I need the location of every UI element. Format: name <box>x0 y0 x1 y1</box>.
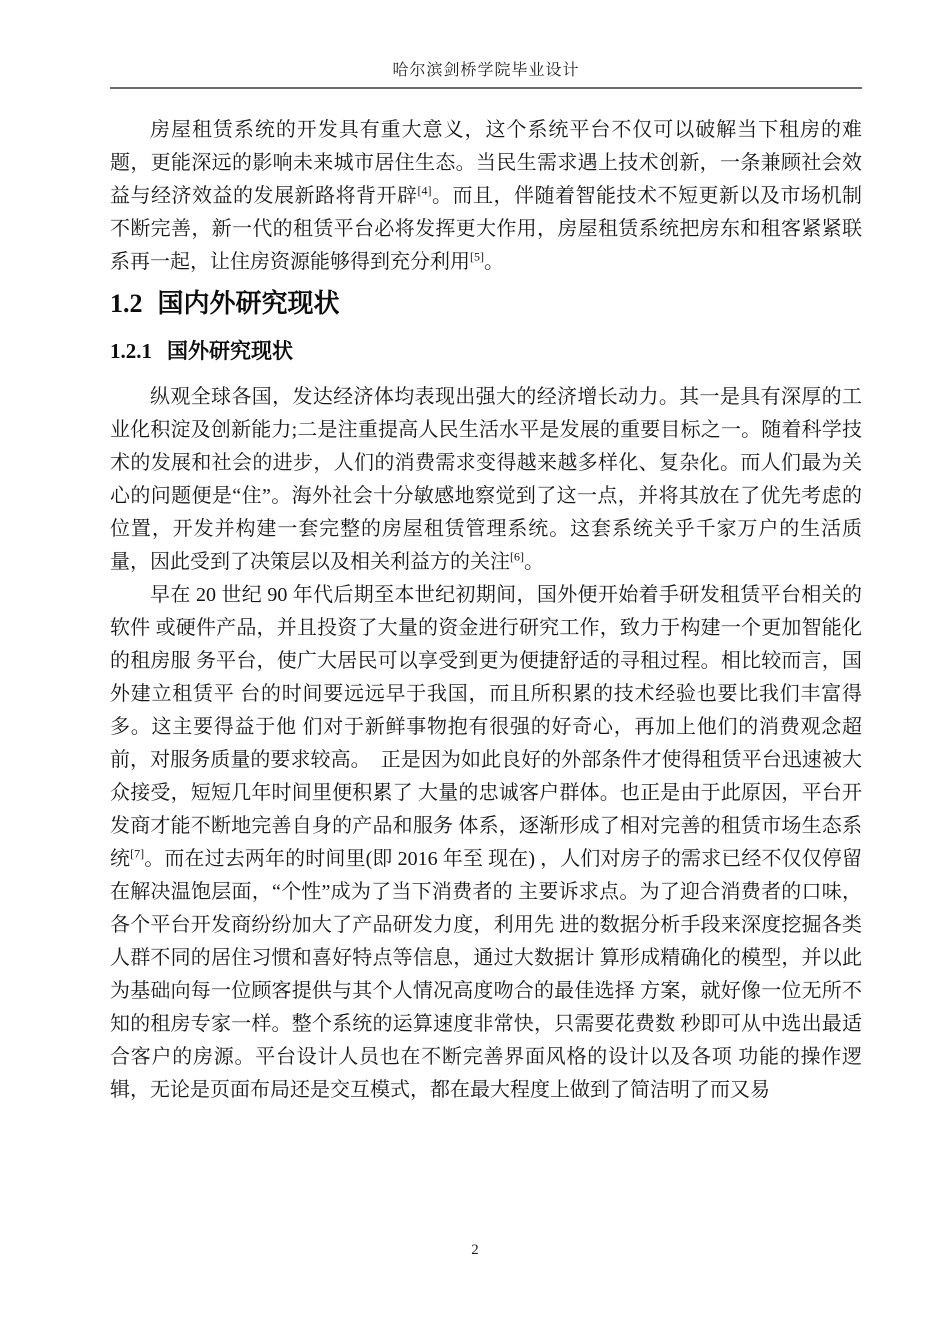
paragraph-3-text-a: 早在 20 世纪 90 年代后期至本世纪初期间，国外便开始着手研发租赁平台相关的软件 或硬件产品，并且投资了大量的资金进行研究工作，致力于构建一个更加智能化的租房服 务平台，使广大居民可以享受到更为便捷舒适的寻租过程。相比较而言，国外建立租赁平 台的时间要远远早于我国，而且所积累的技术经验也要比我们丰富得多。这主要得益于他 们对于新鲜事物抱有很强的好奇心，再加上他们的消费观念超前，对服务质量的要求较高。 正是因为如此良好的外部条件才使得租赁平台迅速被大众接受，短短几年时间里便积累了 大量的忠诚客户群体。也正是由于此原因，平台开发商才能不断地完善自身的产品和服务 体系，逐渐形成了相对完善的租赁市场生态系统 <box>110 584 862 870</box>
section-heading-1-2 <box>110 286 862 321</box>
section-number: 1.2 <box>110 289 143 318</box>
paragraph-2-text-a: 纵观全球各国，发达经济体均表现出强大的经济增长动力。其一是具有深厚的工业化积淀及创新能力;二是注重提高人民生活水平是发展的重要目标之一。随着科学技术的发展和社会的进步，人们的消费需求变得越来越多样化、复杂化。而人们最为关心的问题便是“住”。海外社会十分敏感地察觉到了这一点，并将其放在了优先考虑的位置，开发并构建一套完整的房屋租赁管理系统。这套系统关乎千家万户的生活质量，因此受到了决策层以及相关利益方的关注 <box>110 386 862 573</box>
citation-ref-7: [7] <box>130 846 145 861</box>
paragraph-1 <box>110 114 862 279</box>
paragraph-1-text-a: 房屋租赁系统的开发具有重大意义，这个系统平台不仅可以破解当下租房的难题，更能深远的影响未来城市居住生态。当民生需求遇上技术创新，一条兼顾社会效益与经济效益的发展新路将背开辟 <box>110 119 862 207</box>
page-number: 2 <box>471 1242 479 1258</box>
paragraph-2-text-b: 。 <box>524 551 544 573</box>
citation-ref-5: [5] <box>470 249 484 264</box>
page-header <box>110 57 862 80</box>
citation-ref-4: [4] <box>417 183 432 198</box>
paragraph-1-text-c: 。 <box>484 251 504 273</box>
subsection-heading-1-2-1 <box>110 337 862 366</box>
subsection-number: 1.2.1 <box>110 339 152 363</box>
subsection-title: 国外研究现状 <box>167 340 293 363</box>
paragraph-2 <box>110 381 862 579</box>
page-footer <box>0 1242 950 1259</box>
paragraph-3-text-b: 。而在过去两年的时间里(即 2016 年至 现在) ，人们对房子的需求已经不仅仅停留在解决温饱层面，“个性”成为了当下消费者的 主要诉求点。为了迎合消费者的口味，各个平台开发商纷纷加大了产品研发力度，利用先 进的数据分析手段来深度挖掘各类人群不同的居住习惯和喜好特点等信息，通过大数据计 算形成精确化的模型，并以此为基础向每一位顾客提供与其个人情况高度吻合的最佳选择 方案，就好像一位无所不知的租房专家一样。整个系统的运算速度非常快，只需要花费数 秒即可从中选出最适合客户的房源。平台设计人员也在不断完善界面风格的设计以及各项 功能的操作逻辑，无论是页面布局还是交互模式，都在最大程度上做到了简洁明了而又易 <box>110 848 862 1101</box>
paragraph-3 <box>110 579 862 1107</box>
paragraph-1-text-b: 。而且，伴随着智能技术不短更新以及市场机制不断完善，新一代的租赁平台必将发挥更大作用，房屋租赁系统把房东和租客紧紧联系再一起，让住房资源能够得到充分利用 <box>110 185 862 273</box>
section-title: 国内外研究现状 <box>157 288 340 318</box>
citation-ref-6: [6] <box>510 549 524 564</box>
header-title: 哈尔滨剑桥学院毕业设计 <box>392 62 580 79</box>
header-divider <box>110 87 862 89</box>
document-content <box>110 114 862 1107</box>
